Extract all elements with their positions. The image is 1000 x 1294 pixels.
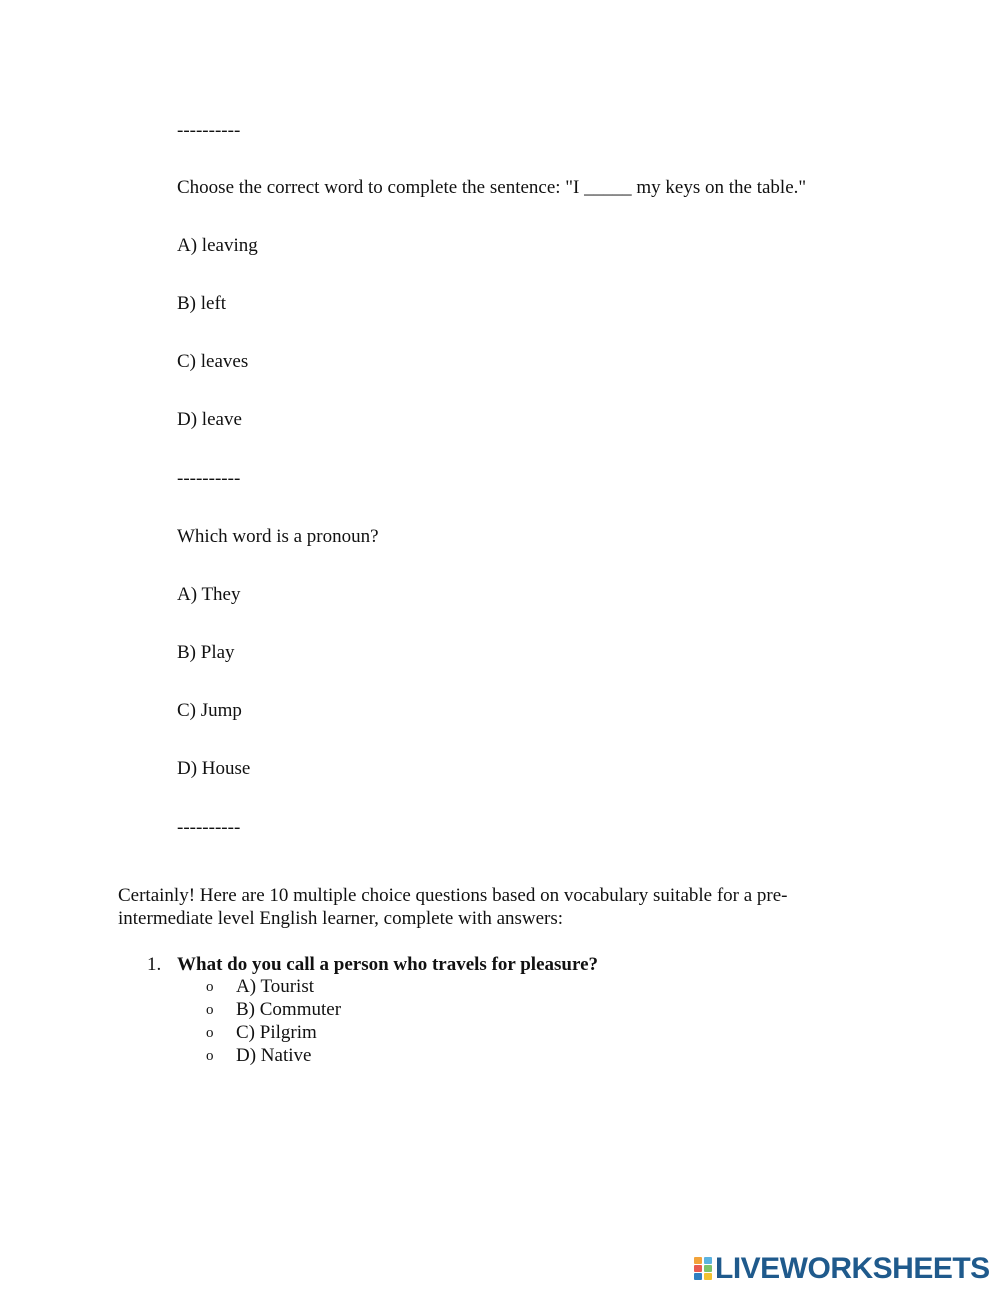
logo-tile	[704, 1273, 712, 1280]
answer-option: B) Play	[177, 642, 235, 663]
bullet-icon: o	[206, 1025, 214, 1041]
answer-option: D) leave	[177, 409, 242, 430]
answer-option: C) leaves	[177, 351, 249, 372]
separator-line: ----------	[177, 468, 241, 489]
logo-tile	[704, 1257, 712, 1264]
logo-tile	[694, 1257, 702, 1264]
bullet-icon: o	[206, 979, 214, 995]
question-text: Choose the correct word to complete the sentence: "I _____ my keys on the table."	[177, 177, 807, 198]
answer-option: D) House	[177, 758, 251, 779]
answer-option: A) They	[177, 584, 241, 605]
logo-mark-icon	[694, 1257, 712, 1281]
answer-option: C) Pilgrim	[236, 1022, 317, 1043]
question-text: Which word is a pronoun?	[177, 526, 379, 547]
separator-line: ----------	[177, 120, 241, 141]
liveworksheets-logo	[694, 1252, 990, 1285]
answer-option: A) Tourist	[236, 976, 315, 997]
separator-line: ----------	[177, 817, 241, 838]
answer-option: D) Native	[236, 1045, 312, 1066]
answer-option: A) leaving	[177, 235, 258, 256]
logo-tile	[694, 1265, 702, 1272]
question-number: 1.	[147, 954, 162, 975]
bullet-icon: o	[206, 1048, 214, 1064]
logo-text: LIVEWORKSHEETS	[715, 1252, 990, 1285]
answer-option: B) left	[177, 293, 227, 314]
intro-paragraph: Certainly! Here are 10 multiple choice questions based on vocabulary suitable for a pre-intermediate level English learner, complete with answers:	[118, 885, 788, 929]
question-text: What do you call a person who travels for pleasure?	[177, 954, 598, 975]
logo-tile	[704, 1265, 712, 1272]
bullet-icon: o	[206, 1002, 214, 1018]
logo-tile	[694, 1273, 702, 1280]
answer-option: B) Commuter	[236, 999, 342, 1020]
answer-option: C) Jump	[177, 700, 242, 721]
